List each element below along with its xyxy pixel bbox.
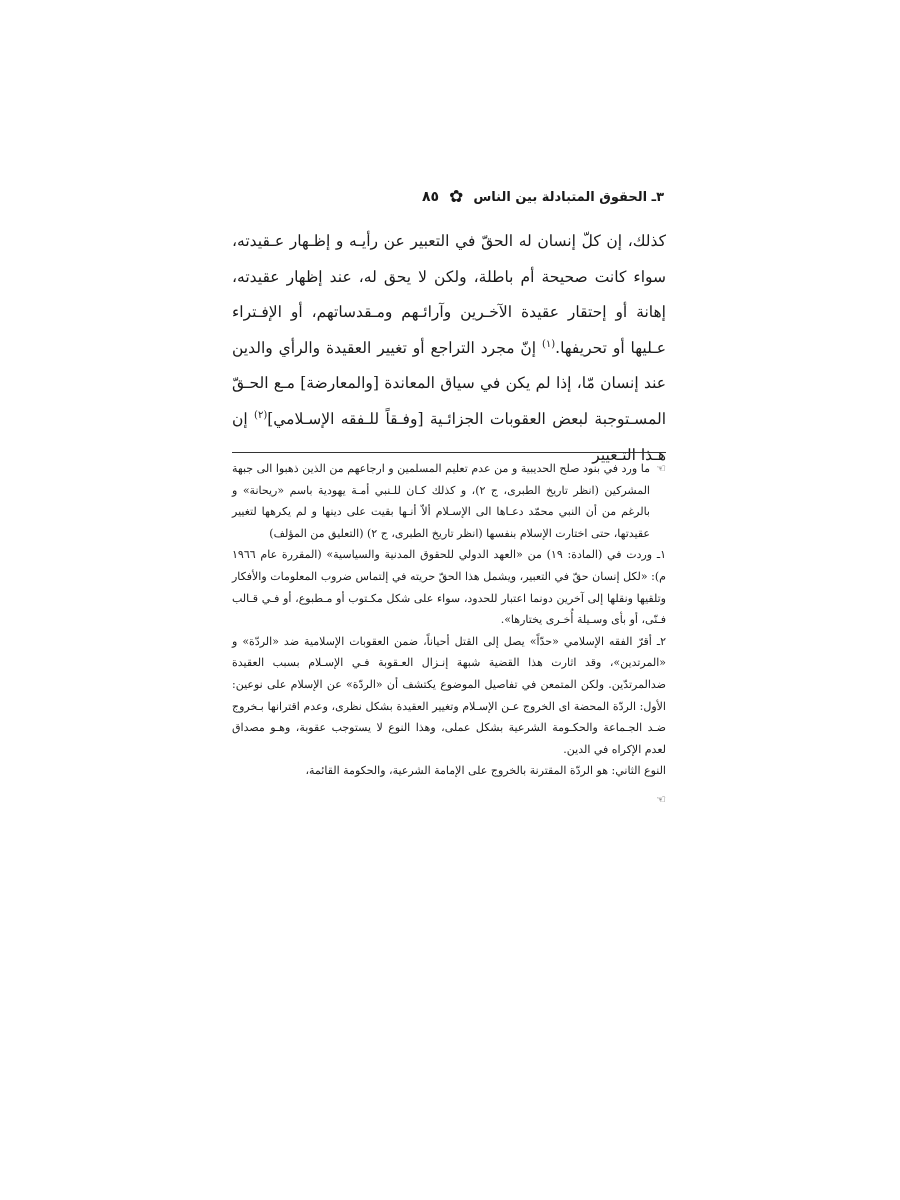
paragraph-part-2: إنّ مجرد التراجع أو تغيير العقيدة والرأي والدين عند إنسان مّا، إذا لم يكن في سياق المعاندة [والمعارضة] مـع الحـقّ المسـتوجبة لبعض العقوبات الجزائـية [وفـقاً للـفقه الإسـلامي] (232, 338, 666, 428)
footnote-ref-1: (١) (541, 338, 556, 350)
footnote-continued-text: ما ورد في بنود صلح الحديبية و من عدم تعليم المسلمين و ارجاعهم من الذين ذهبوا الى جبهة المشركين (انظر تاريخ الطبرى، ج ٢)، و كذلك كـان للـنبي أمـة يهودية باسم «ريحانة» و بالرغم من أن النبي محمّد دعـاها الى الإسـلام ألاّ أنـها بقيت على دينها و لم يكرهها لتغيير عقيدتها، حتى اختارت الإسلام بنفسها (انظر تاريخ الطبرى، ج ٢) (التعليق من المؤلف) (232, 462, 650, 540)
paragraph-part-1: كذلك، إن كلّ إنسان له الحقّ في التعبير عن رأيـه و إظـهار عـقيدته، سواء كانت صحيحة أم باطلة، ولكن لا يحق له، عند إظهار عقيدته، إهانة أو إحتقار عقيدة الآخـرين وآرائـهم ومـقدساتهم، أو الإفـتراء عـليها أو تحريفها. (232, 232, 666, 357)
footnotes (232, 458, 666, 818)
paragraph-part-3: إن هـذا التـغيير (232, 409, 666, 464)
footnote-ref-2: (٢) (254, 409, 268, 421)
running-header (234, 184, 664, 210)
main-text (232, 224, 666, 473)
footnote-separator (232, 452, 666, 453)
flower-ornament-icon: ✿ (449, 186, 464, 207)
footnote-continued (232, 458, 666, 544)
running-title: ٣ـ الحقوق المتبادلة بين الناس (473, 189, 664, 205)
footnote-1: ١ـ وردت في (المادة: ١٩) من «العهد الدولي للحقوق المدنية والسياسية» (المقررة عام ١٩٦٦ م): «لكل إنسان حقّ في التعبير، ويشمل هذا الحقّ حريته في إلتماس ضروب المعلومات والأفكار وتلقيها ونقلها إلى آخرين دونما اعتبار للحدود، سواء على شكل مكـتوب أو مـطبوع، أو فـي قـالب فـنّى، أو بأى وسـيلة أُخـرى يختارها». (232, 548, 667, 627)
footnote-2-continuation: النوع الثاني: هو الردّة المقترنة بالخروج على الإمامة الشرعية، والحكومة القائمة، (305, 764, 666, 778)
continues-hand-icon: ☜ (656, 792, 666, 806)
pointing-hand-icon: ☜ (656, 462, 666, 475)
main-paragraph (232, 224, 666, 473)
footnote-2: ٢ـ أقرّ الفقه الإسلامي «حدّاً» يصل إلى القتل أحياناً، ضمن العقوبات الإسلامية ضد «الردّة» و «المرتدين»، وقد اثارت هذا القضية شبهة إنـزال العـقوبة فـي الإسـلام بسبب العقيدة ضدالمرتدّين. ولكن المتمعن في تفاصيل الموضوع يكتشف أن «الردّة» عن الإسلام على نوعين: الأول: الردّة المحضة اى الخروج عـن الإسـلام وتغيير العقيدة بشكل نظرى، وعدم اقترانها بـخروج ضـد الجـماعة والحكـومة الشرعية بشكل عملى، وهذا النوع لا يستوجب عقوبة، وهـو مصداق لعدم الإكراه في الدين. (232, 634, 666, 756)
page-number: ٨٥ (422, 189, 440, 205)
